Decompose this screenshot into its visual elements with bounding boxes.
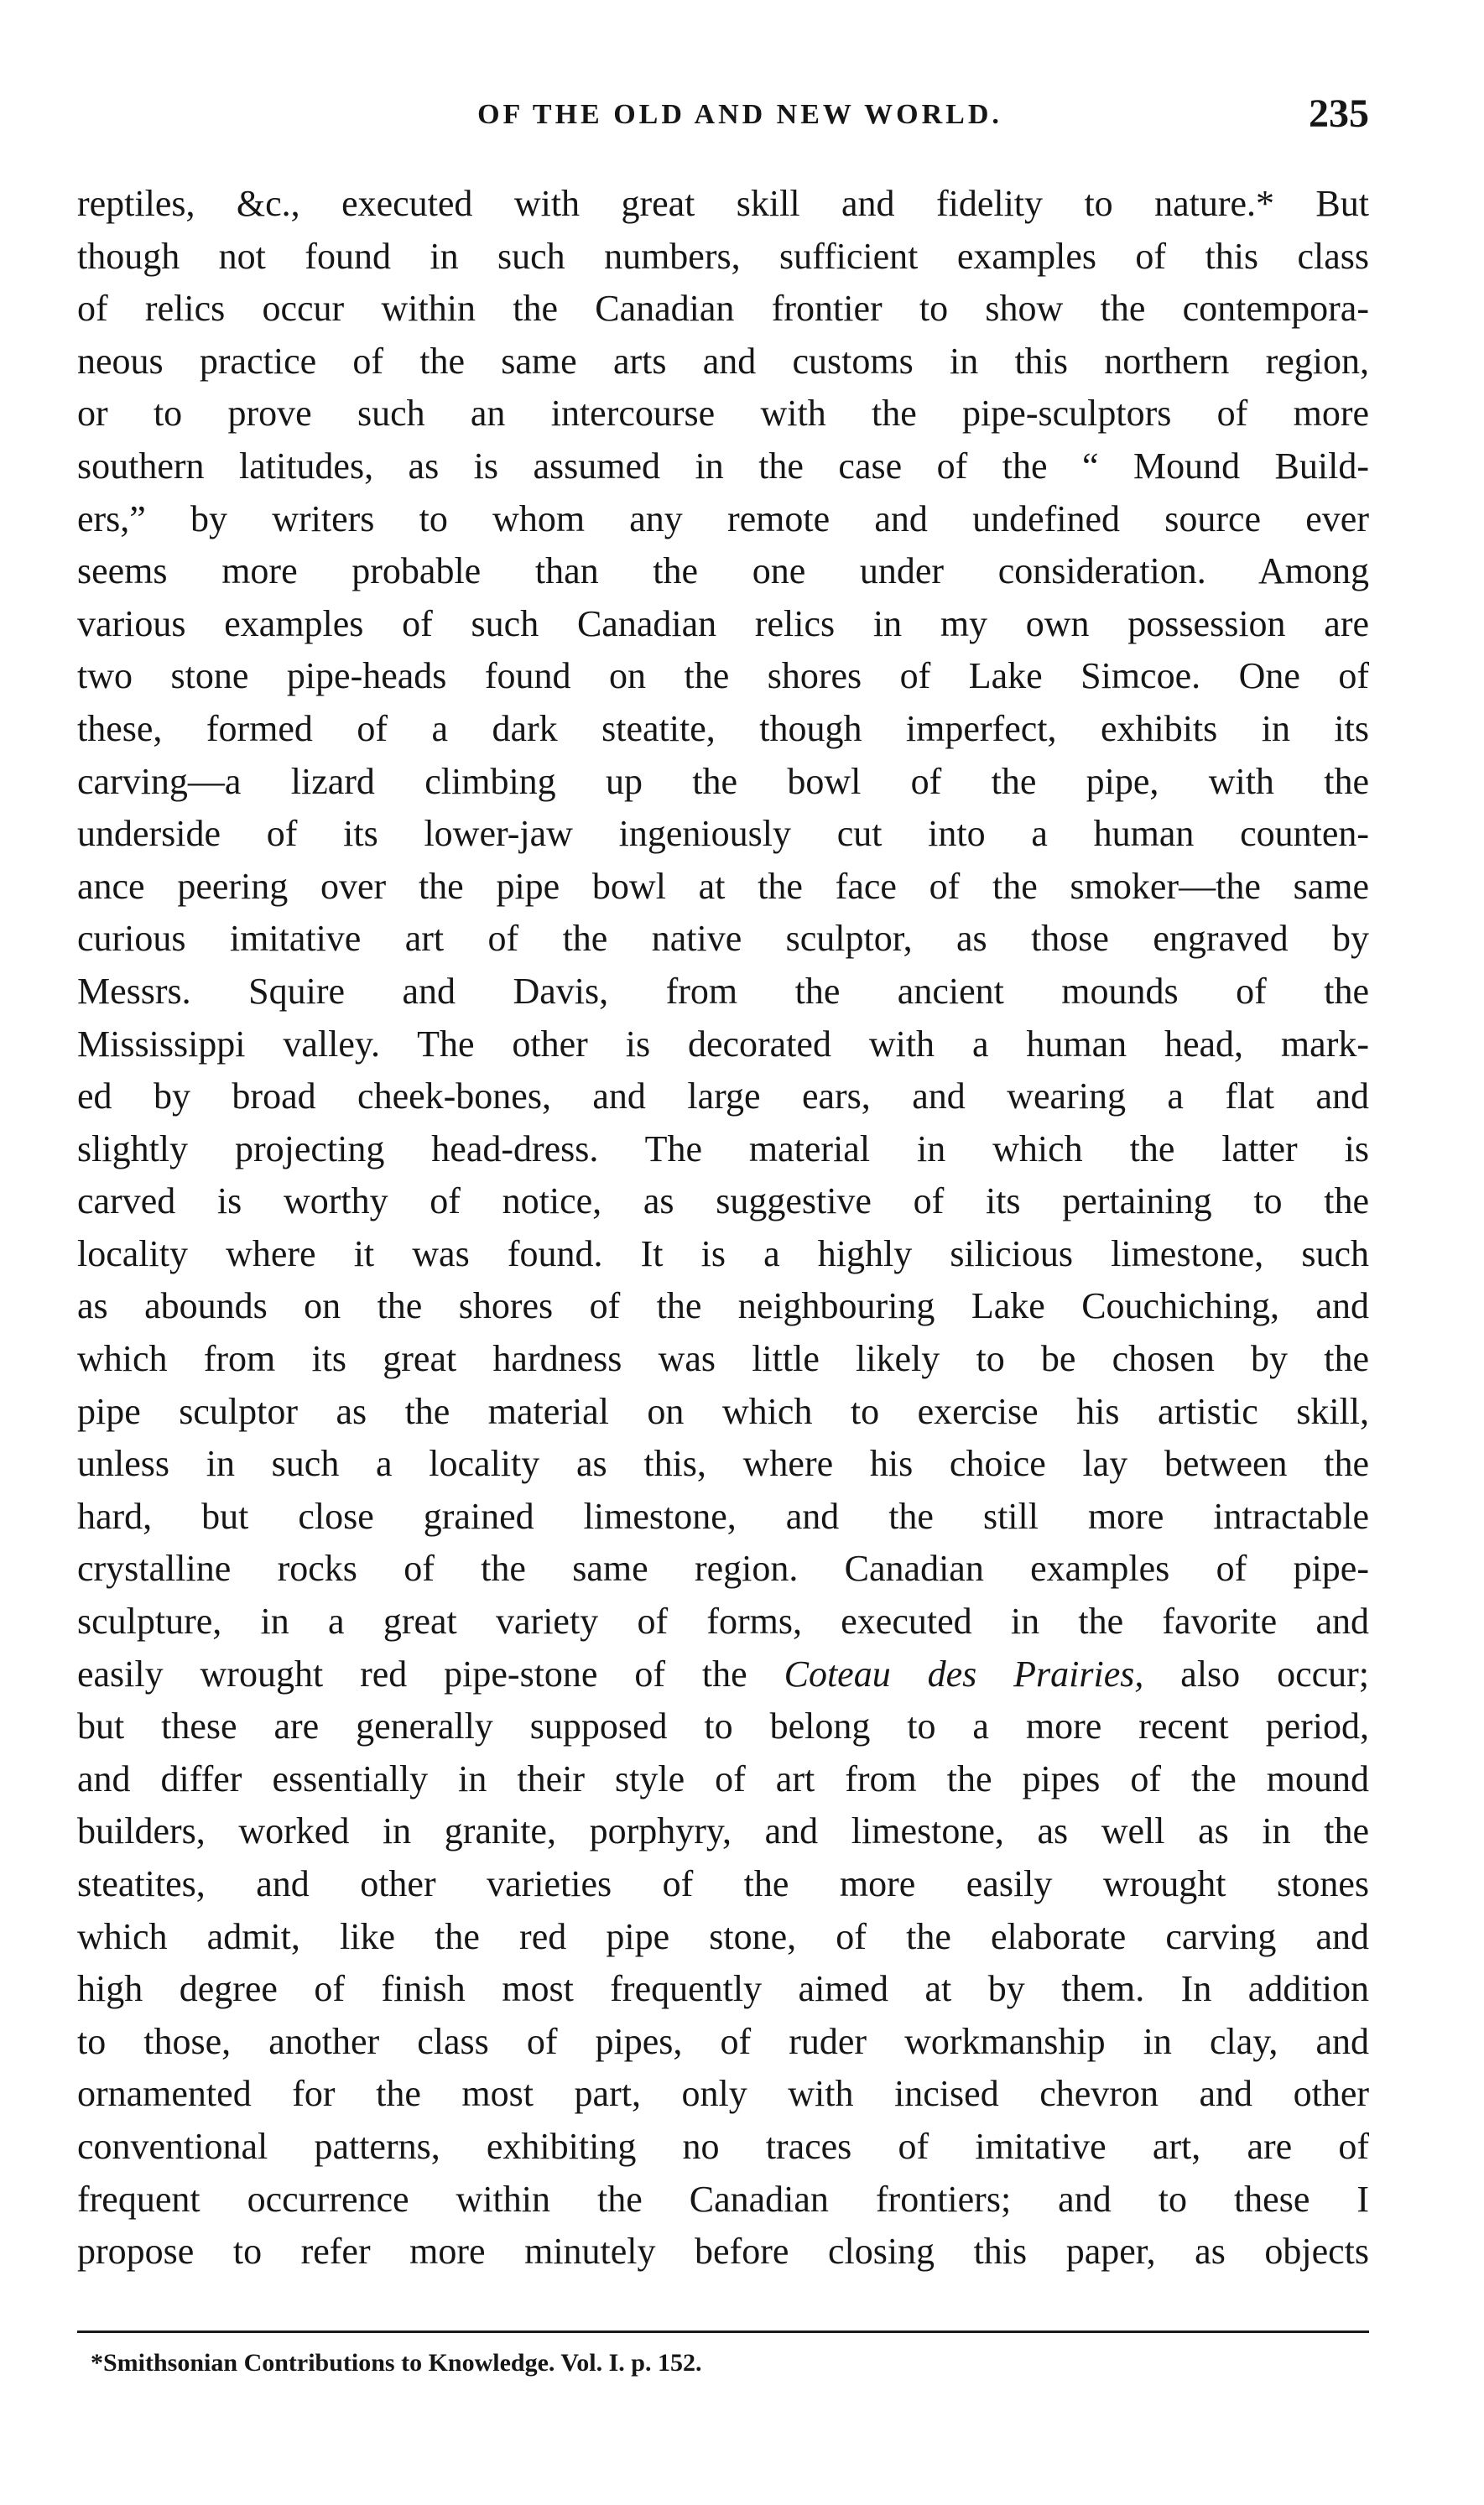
text-line: various examples of such Canadian relics in my own possession are	[77, 602, 1369, 644]
text-line: pipe sculptor as the material on which to exercise his artistic skill,	[77, 1390, 1369, 1432]
text-line: ers,” by writers to whom any remote and undefined source ever	[77, 497, 1369, 539]
text-line: builders, worked in granite, porphyry, and limestone, as well as in the	[77, 1810, 1369, 1852]
footnote-divider	[77, 2331, 1369, 2333]
text-line: crystalline rocks of the same region. Canadian examples of pipe-	[77, 1548, 1369, 1590]
text-segment: easily wrought red pipe-stone of the	[77, 1653, 784, 1695]
text-line: and differ essentially in their style of art from the pipes of the mound	[77, 1758, 1369, 1799]
text-line: Mississippi valley. The other is decorated with a human head, mark-	[77, 1023, 1369, 1065]
text-line: reptiles, &c., executed with great skill and fidelity to nature.* But	[77, 183, 1369, 224]
text-line: steatites, and other varieties of the more easily wrought stones	[77, 1863, 1369, 1904]
running-title: OF THE OLD AND NEW WORLD.	[477, 99, 1002, 130]
text-line: southern latitudes, as is assumed in the case of the “ Mound Build-	[77, 445, 1369, 487]
text-line: conventional patterns, exhibiting no traces of imitative art, are of	[77, 2125, 1369, 2167]
text-line: to those, another class of pipes, of ruder workmanship in clay, and	[77, 2020, 1369, 2062]
text-line: sculpture, in a great variety of forms, executed in the favorite and	[77, 1601, 1369, 1643]
text-line: ornamented for the most part, only with incised chevron and other	[77, 2073, 1369, 2115]
text-line: which from its great hardness was little likely to be chosen by the	[77, 1338, 1369, 1380]
text-line: ance peering over the pipe bowl at the face of the smoker—the same	[77, 865, 1369, 907]
text-line: frequent occurrence within the Canadian frontiers; and to these I	[77, 2178, 1369, 2220]
text-line: of relics occur within the Canadian frontier to show the contempora-	[77, 288, 1369, 330]
text-line: seems more probable than the one under consideration. Among	[77, 550, 1369, 592]
text-line: which admit, like the red pipe stone, of the elaborate carving and	[77, 1915, 1369, 1957]
text-line: two stone pipe-heads found on the shores of Lake Simcoe. One of	[77, 655, 1369, 697]
text-line-mixed	[77, 1648, 1369, 1701]
text-line: but these are generally supposed to belong to a more recent period,	[77, 1706, 1369, 1747]
text-line: these, formed of a dark steatite, though imperfect, exhibits in its	[77, 707, 1369, 749]
footnote: *Smithsonian Contributions to Knowledge. Vol. I. p. 152.	[91, 2349, 702, 2377]
text-line: Messrs. Squire and Davis, from the ancient mounds of the	[77, 970, 1369, 1012]
text-line: carving—a lizard climbing up the bowl of the pipe, with the	[77, 760, 1369, 802]
body-text	[77, 178, 1369, 2278]
text-line: carved is worthy of notice, as suggestive of its pertaining to the	[77, 1180, 1369, 1222]
text-line: ed by broad cheek-bones, and large ears, and wearing a flat and	[77, 1075, 1369, 1117]
text-line: hard, but close grained limestone, and the still more intractable	[77, 1495, 1369, 1537]
text-line: slightly projecting head-dress. The material in which the latter is	[77, 1128, 1369, 1169]
text-segment: also occur;	[1143, 1653, 1369, 1695]
page-header	[77, 91, 1369, 149]
text-line: propose to refer more minutely before closing this paper, as objects	[77, 2231, 1369, 2273]
text-line: curious imitative art of the native sculptor, as those engraved by	[77, 918, 1369, 960]
text-line: or to prove such an intercourse with the pipe-sculptors of more	[77, 393, 1369, 435]
text-line: unless in such a locality as this, where his choice lay between the	[77, 1443, 1369, 1485]
text-line: as abounds on the shores of the neighbouring Lake Couchiching, and	[77, 1285, 1369, 1327]
text-line: though not found in such numbers, sufficient examples of this class	[77, 235, 1369, 277]
text-line: high degree of finish most frequently aimed at by them. In addition	[77, 1968, 1369, 2010]
page-number: 235	[1309, 91, 1369, 136]
text-line: underside of its lower-jaw ingeniously cut into a human counten-	[77, 813, 1369, 855]
italic-place-name: Coteau des Prairies,	[784, 1653, 1144, 1695]
text-line: neous practice of the same arts and customs in this northern region,	[77, 340, 1369, 382]
text-line: locality where it was found. It is a highly silicious limestone, such	[77, 1232, 1369, 1274]
